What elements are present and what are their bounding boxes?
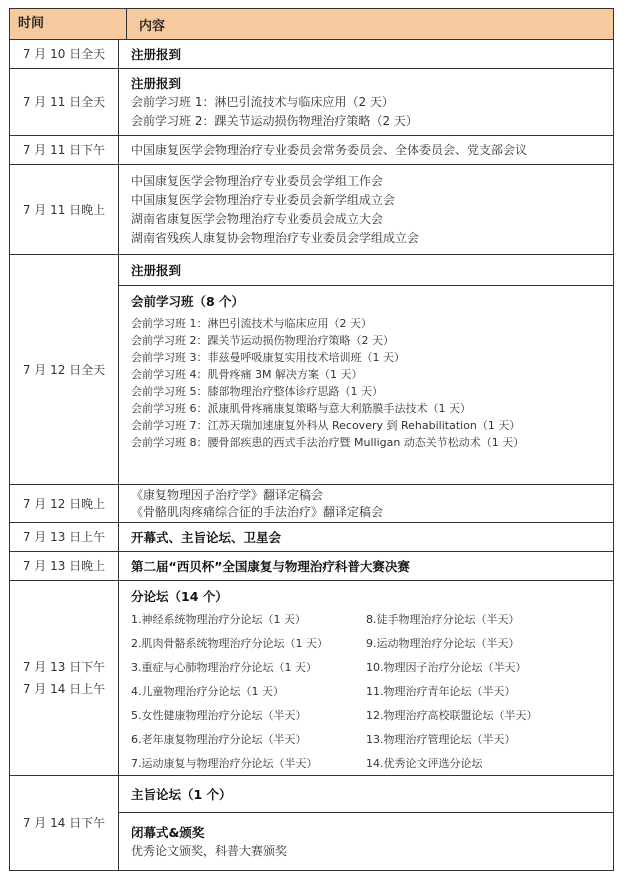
table-row	[10, 551, 613, 580]
list-item: 1.神经系统物理治疗分论坛（1 天）	[131, 613, 306, 626]
list-item: 会前学习班 6：派康肌骨疼痛康复策略与意大利筋膜手法技术（1 天）	[131, 402, 471, 415]
row-text: 注册报到	[131, 75, 182, 91]
list-item: 会前学习班 4：肌骨疼痛 3M 解决方案（1 天）	[131, 368, 363, 381]
list-item: 11.物理治疗青年论坛（半天）	[366, 685, 516, 698]
table-row	[10, 68, 613, 135]
header-content: 内容	[139, 18, 166, 34]
row-text: 中国康复医学会物理治疗专业委员会学组工作会	[131, 173, 384, 188]
table-row	[10, 775, 613, 870]
list-item: 会前学习班 3：菲兹曼呼吸康复实用技术培训班（1 天）	[131, 351, 405, 364]
row-time: 7 月 14 日下午	[10, 776, 119, 870]
list-item: 7.运动康复与物理治疗分论坛（半天）	[131, 757, 318, 770]
section-title: 闭幕式&颁奖	[131, 824, 205, 840]
table-row	[10, 164, 613, 254]
row-text: 会前学习班 1：淋巴引流技术与临床应用（2 天）	[131, 94, 394, 109]
table-header	[10, 9, 613, 39]
list-item: 4.儿童物理治疗分论坛（1 天）	[131, 685, 284, 698]
list-item: 2.肌肉骨骼系统物理治疗分论坛（1 天）	[131, 637, 328, 650]
row-text: 《骨骼肌肉疼痛综合征的手法治疗》翻译定稿会	[131, 504, 384, 519]
forum-list-right	[366, 608, 613, 776]
row-time: 7 月 12 日晚上	[10, 485, 119, 522]
list-item: 会前学习班 5：膝部物理治疗整体诊疗思路（1 天）	[131, 385, 383, 398]
list-item: 5.女性健康物理治疗分论坛（半天）	[131, 709, 307, 722]
section-title: 主旨论坛（1 个）	[131, 786, 232, 802]
row-time: 7 月 14 日上午	[22, 682, 106, 696]
list-item: 8.徒手物理治疗分论坛（半天）	[366, 613, 520, 626]
row-text: 湖南省康复医学会物理治疗专业委员会成立大会	[131, 211, 384, 226]
row-time: 7 月 13 日晚上	[10, 552, 119, 580]
list-item: 会前学习班 8：腰骨部疾患的西式手法治疗暨 Mulligan 动态关节松动术（1 天）	[131, 436, 525, 449]
list-item: 会前学习班 1：淋巴引流技术与临床应用（2 天）	[131, 317, 372, 330]
row-time: 7 月 11 日全天	[10, 69, 119, 135]
table-row	[10, 135, 613, 164]
row-time: 7 月 12 日全天	[10, 255, 119, 484]
list-item: 14.优秀论文评选分论坛	[366, 757, 483, 770]
list-item: 13.物理治疗管理论坛（半天）	[366, 733, 516, 746]
row-text: 注册报到	[131, 262, 182, 278]
row-text: 优秀论文颁奖，科普大赛颁奖	[131, 843, 288, 858]
section-title: 会前学习班（8 个）	[131, 294, 245, 309]
row-text: 湖南省残疾人康复协会物理治疗专业委员会学组成立会	[131, 230, 420, 245]
table-row	[10, 254, 613, 484]
list-item: 10.物理因子治疗分论坛（半天）	[366, 661, 527, 674]
table-row	[10, 484, 613, 522]
table-row	[10, 522, 613, 551]
list-item: 9.运动物理治疗分论坛（半天）	[366, 637, 520, 650]
list-item: 6.老年康复物理治疗分论坛（半天）	[131, 733, 307, 746]
row-text: 中国康复医学会物理治疗专业委员会新学组成立会	[131, 192, 396, 207]
row-time: 7 月 13 日上午	[10, 523, 119, 551]
forum-list-left	[119, 608, 366, 776]
row-text: 会前学习班 2：踝关节运动损伤物理治疗策略（2 天）	[131, 113, 418, 128]
row-time: 7 月 11 日下午	[10, 136, 119, 164]
list-item: 会前学习班 7：江苏天瑞加速康复外科从 Recovery 到 Rehabilitation（1 天）	[131, 419, 521, 432]
row-time: 7 月 10 日全天	[10, 40, 119, 68]
row-time: 7 月 11 日晚上	[10, 165, 119, 254]
table-row	[10, 39, 613, 68]
row-text: 中国康复医学会物理治疗专业委员会常务委员会、全体委员会、党支部会议	[131, 142, 528, 157]
row-text: 注册报到	[131, 46, 182, 62]
row-time: 7 月 13 日下午	[22, 660, 106, 674]
list-item: 3.重症与心肺物理治疗分论坛（1 天）	[131, 661, 317, 674]
row-text: 《康复物理因子治疗学》翻译定稿会	[131, 487, 324, 502]
schedule-table	[9, 8, 614, 871]
list-item: 会前学习班 2：踝关节运动损伤物理治疗策略（2 天）	[131, 334, 394, 347]
row-text: 第二届“西贝杯”全国康复与物理治疗科普大赛决赛	[131, 558, 410, 574]
header-time: 时间	[10, 9, 127, 39]
list-item: 12.物理治疗高校联盟论坛（半天）	[366, 709, 538, 722]
table-row	[10, 580, 613, 775]
section-title: 分论坛（14 个）	[131, 589, 228, 604]
row-text: 开幕式、主旨论坛、卫星会	[131, 529, 282, 545]
